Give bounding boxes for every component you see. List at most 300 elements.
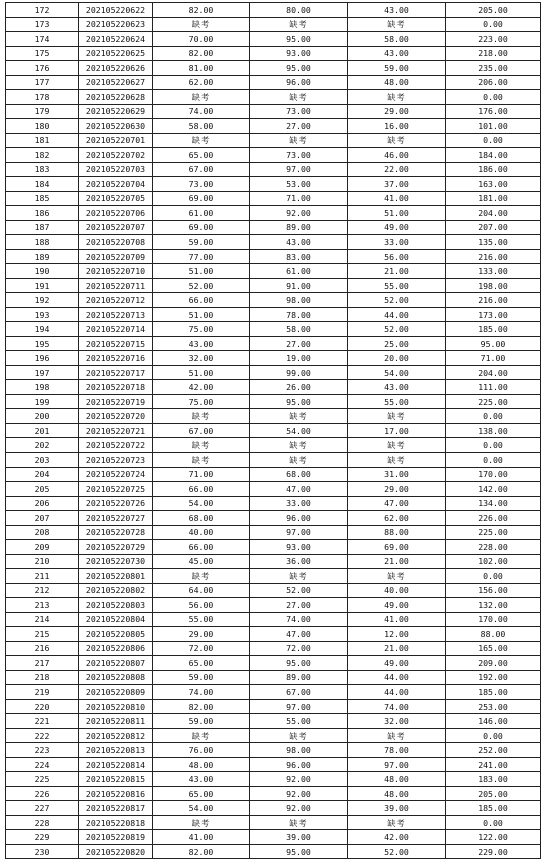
cell-total: 170.00 (446, 612, 541, 627)
cell-score-3: 32.00 (348, 714, 446, 729)
cell-seq: 212 (6, 583, 79, 598)
cell-score-3: 37.00 (348, 177, 446, 192)
cell-total: 0.00 (446, 438, 541, 453)
cell-exam-id: 202105220802 (79, 583, 153, 598)
cell-score-1: 41.00 (153, 830, 250, 845)
cell-exam-id: 202105220625 (79, 46, 153, 61)
cell-score-2: 68.00 (250, 467, 348, 482)
cell-score-2: 缺考 (250, 438, 348, 453)
table-row (6, 249, 541, 264)
cell-seq: 227 (6, 801, 79, 816)
table-row (6, 351, 541, 366)
cell-score-3: 33.00 (348, 235, 446, 250)
cell-score-3: 缺考 (348, 815, 446, 830)
cell-score-2: 98.00 (250, 743, 348, 758)
cell-score-2: 95.00 (250, 32, 348, 47)
table-row (6, 278, 541, 293)
cell-score-3: 55.00 (348, 394, 446, 409)
cell-exam-id: 202105220717 (79, 365, 153, 380)
cell-exam-id: 202105220718 (79, 380, 153, 395)
cell-score-3: 48.00 (348, 786, 446, 801)
cell-score-2: 缺考 (250, 409, 348, 424)
cell-score-2: 67.00 (250, 685, 348, 700)
cell-score-3: 31.00 (348, 467, 446, 482)
cell-score-3: 44.00 (348, 670, 446, 685)
cell-exam-id: 202105220623 (79, 17, 153, 32)
table-row (6, 162, 541, 177)
cell-exam-id: 202105220807 (79, 656, 153, 671)
cell-total: 204.00 (446, 206, 541, 221)
cell-seq: 182 (6, 148, 79, 163)
cell-seq: 176 (6, 61, 79, 76)
cell-score-2: 19.00 (250, 351, 348, 366)
table-row (6, 32, 541, 47)
table-row (6, 525, 541, 540)
cell-seq: 209 (6, 540, 79, 555)
cell-total: 253.00 (446, 699, 541, 714)
cell-exam-id: 202105220715 (79, 336, 153, 351)
cell-exam-id: 202105220804 (79, 612, 153, 627)
cell-score-3: 46.00 (348, 148, 446, 163)
table-row (6, 728, 541, 743)
cell-score-2: 52.00 (250, 583, 348, 598)
cell-score-3: 16.00 (348, 119, 446, 134)
cell-exam-id: 202105220719 (79, 394, 153, 409)
cell-seq: 198 (6, 380, 79, 395)
cell-total: 146.00 (446, 714, 541, 729)
cell-score-3: 41.00 (348, 612, 446, 627)
cell-seq: 187 (6, 220, 79, 235)
table-row (6, 452, 541, 467)
cell-exam-id: 202105220705 (79, 191, 153, 206)
cell-seq: 224 (6, 757, 79, 772)
table-row (6, 264, 541, 279)
cell-exam-id: 202105220722 (79, 438, 153, 453)
cell-total: 0.00 (446, 569, 541, 584)
cell-score-3: 缺考 (348, 452, 446, 467)
cell-score-3: 62.00 (348, 511, 446, 526)
table-row (6, 554, 541, 569)
cell-score-2: 71.00 (250, 191, 348, 206)
cell-total: 0.00 (446, 17, 541, 32)
table-row (6, 467, 541, 482)
cell-total: 0.00 (446, 133, 541, 148)
cell-score-3: 21.00 (348, 641, 446, 656)
cell-score-3: 20.00 (348, 351, 446, 366)
cell-score-3: 17.00 (348, 423, 446, 438)
cell-exam-id: 202105220624 (79, 32, 153, 47)
cell-exam-id: 202105220704 (79, 177, 153, 192)
cell-score-3: 52.00 (348, 322, 446, 337)
table-row (6, 394, 541, 409)
cell-total: 101.00 (446, 119, 541, 134)
cell-score-1: 82.00 (153, 3, 250, 18)
table-row (6, 583, 541, 598)
cell-exam-id: 202105220711 (79, 278, 153, 293)
table-row (6, 336, 541, 351)
table-row (6, 801, 541, 816)
cell-score-1: 66.00 (153, 293, 250, 308)
cell-seq: 175 (6, 46, 79, 61)
cell-total: 184.00 (446, 148, 541, 163)
cell-exam-id: 202105220819 (79, 830, 153, 845)
cell-score-3: 缺考 (348, 409, 446, 424)
cell-score-3: 29.00 (348, 482, 446, 497)
cell-total: 138.00 (446, 423, 541, 438)
cell-total: 235.00 (446, 61, 541, 76)
cell-seq: 193 (6, 307, 79, 322)
cell-exam-id: 202105220707 (79, 220, 153, 235)
cell-seq: 180 (6, 119, 79, 134)
cell-score-2: 36.00 (250, 554, 348, 569)
cell-total: 0.00 (446, 452, 541, 467)
cell-exam-id: 202105220710 (79, 264, 153, 279)
cell-score-2: 92.00 (250, 206, 348, 221)
cell-score-2: 98.00 (250, 293, 348, 308)
cell-score-1: 缺考 (153, 452, 250, 467)
table-row (6, 656, 541, 671)
cell-seq: 199 (6, 394, 79, 409)
cell-exam-id: 202105220730 (79, 554, 153, 569)
cell-score-2: 47.00 (250, 627, 348, 642)
cell-score-3: 缺考 (348, 90, 446, 105)
cell-seq: 214 (6, 612, 79, 627)
cell-exam-id: 202105220813 (79, 743, 153, 758)
cell-score-1: 74.00 (153, 104, 250, 119)
cell-seq: 181 (6, 133, 79, 148)
cell-score-3: 78.00 (348, 743, 446, 758)
cell-score-2: 47.00 (250, 482, 348, 497)
table-row (6, 235, 541, 250)
cell-total: 218.00 (446, 46, 541, 61)
cell-exam-id: 202105220812 (79, 728, 153, 743)
cell-score-1: 缺考 (153, 17, 250, 32)
cell-score-3: 88.00 (348, 525, 446, 540)
cell-total: 226.00 (446, 511, 541, 526)
cell-score-3: 97.00 (348, 757, 446, 772)
cell-score-2: 27.00 (250, 336, 348, 351)
cell-score-1: 82.00 (153, 46, 250, 61)
cell-seq: 188 (6, 235, 79, 250)
cell-seq: 208 (6, 525, 79, 540)
cell-seq: 205 (6, 482, 79, 497)
cell-score-2: 33.00 (250, 496, 348, 511)
cell-seq: 194 (6, 322, 79, 337)
cell-exam-id: 202105220713 (79, 307, 153, 322)
cell-seq: 202 (6, 438, 79, 453)
cell-seq: 172 (6, 3, 79, 18)
cell-seq: 200 (6, 409, 79, 424)
table-row (6, 133, 541, 148)
table-row (6, 772, 541, 787)
cell-seq: 223 (6, 743, 79, 758)
cell-score-1: 65.00 (153, 656, 250, 671)
cell-seq: 189 (6, 249, 79, 264)
cell-total: 186.00 (446, 162, 541, 177)
cell-score-3: 40.00 (348, 583, 446, 598)
cell-exam-id: 202105220809 (79, 685, 153, 700)
table-row (6, 75, 541, 90)
cell-total: 223.00 (446, 32, 541, 47)
cell-total: 185.00 (446, 322, 541, 337)
cell-exam-id: 202105220630 (79, 119, 153, 134)
cell-score-2: 95.00 (250, 656, 348, 671)
cell-score-2: 95.00 (250, 844, 348, 859)
cell-score-2: 93.00 (250, 540, 348, 555)
cell-score-2: 91.00 (250, 278, 348, 293)
cell-score-1: 缺考 (153, 815, 250, 830)
cell-total: 142.00 (446, 482, 541, 497)
cell-total: 0.00 (446, 728, 541, 743)
cell-score-3: 52.00 (348, 293, 446, 308)
cell-score-2: 缺考 (250, 90, 348, 105)
cell-total: 252.00 (446, 743, 541, 758)
cell-score-1: 55.00 (153, 612, 250, 627)
cell-seq: 225 (6, 772, 79, 787)
cell-total: 71.00 (446, 351, 541, 366)
cell-exam-id: 202105220725 (79, 482, 153, 497)
cell-score-3: 缺考 (348, 569, 446, 584)
cell-exam-id: 202105220709 (79, 249, 153, 264)
cell-score-3: 缺考 (348, 438, 446, 453)
cell-exam-id: 202105220728 (79, 525, 153, 540)
cell-seq: 218 (6, 670, 79, 685)
cell-seq: 204 (6, 467, 79, 482)
cell-score-3: 缺考 (348, 133, 446, 148)
cell-seq: 185 (6, 191, 79, 206)
cell-score-2: 96.00 (250, 75, 348, 90)
cell-score-3: 49.00 (348, 656, 446, 671)
table-row (6, 612, 541, 627)
cell-total: 206.00 (446, 75, 541, 90)
table-row (6, 104, 541, 119)
cell-score-2: 55.00 (250, 714, 348, 729)
cell-score-2: 92.00 (250, 786, 348, 801)
cell-total: 229.00 (446, 844, 541, 859)
cell-score-1: 59.00 (153, 714, 250, 729)
cell-exam-id: 202105220816 (79, 786, 153, 801)
cell-score-1: 69.00 (153, 191, 250, 206)
cell-score-1: 76.00 (153, 743, 250, 758)
cell-seq: 228 (6, 815, 79, 830)
table-row (6, 627, 541, 642)
score-table-body (6, 3, 541, 859)
cell-total: 241.00 (446, 757, 541, 772)
cell-total: 0.00 (446, 815, 541, 830)
cell-score-3: 49.00 (348, 598, 446, 613)
cell-total: 183.00 (446, 772, 541, 787)
cell-score-2: 74.00 (250, 612, 348, 627)
cell-total: 204.00 (446, 365, 541, 380)
cell-seq: 222 (6, 728, 79, 743)
cell-exam-id: 202105220815 (79, 772, 153, 787)
table-row (6, 191, 541, 206)
cell-total: 216.00 (446, 293, 541, 308)
cell-total: 163.00 (446, 177, 541, 192)
cell-total: 0.00 (446, 90, 541, 105)
cell-score-2: 73.00 (250, 148, 348, 163)
cell-score-3: 25.00 (348, 336, 446, 351)
cell-seq: 184 (6, 177, 79, 192)
table-row (6, 815, 541, 830)
table-row (6, 17, 541, 32)
cell-score-3: 49.00 (348, 220, 446, 235)
cell-score-1: 29.00 (153, 627, 250, 642)
table-row (6, 685, 541, 700)
table-row (6, 540, 541, 555)
cell-score-3: 缺考 (348, 17, 446, 32)
cell-score-2: 缺考 (250, 728, 348, 743)
cell-seq: 197 (6, 365, 79, 380)
cell-score-3: 74.00 (348, 699, 446, 714)
cell-seq: 229 (6, 830, 79, 845)
cell-score-1: 75.00 (153, 394, 250, 409)
cell-total: 207.00 (446, 220, 541, 235)
cell-exam-id: 202105220808 (79, 670, 153, 685)
cell-exam-id: 202105220703 (79, 162, 153, 177)
cell-seq: 220 (6, 699, 79, 714)
cell-score-3: 42.00 (348, 830, 446, 845)
cell-score-3: 12.00 (348, 627, 446, 642)
cell-score-3: 58.00 (348, 32, 446, 47)
cell-total: 132.00 (446, 598, 541, 613)
cell-exam-id: 202105220701 (79, 133, 153, 148)
cell-exam-id: 202105220626 (79, 61, 153, 76)
table-row (6, 61, 541, 76)
cell-score-1: 缺考 (153, 569, 250, 584)
table-row (6, 293, 541, 308)
cell-score-2: 39.00 (250, 830, 348, 845)
cell-total: 95.00 (446, 336, 541, 351)
cell-exam-id: 202105220708 (79, 235, 153, 250)
cell-total: 88.00 (446, 627, 541, 642)
cell-score-3: 48.00 (348, 75, 446, 90)
cell-score-3: 55.00 (348, 278, 446, 293)
cell-score-3: 54.00 (348, 365, 446, 380)
cell-score-1: 缺考 (153, 728, 250, 743)
cell-seq: 207 (6, 511, 79, 526)
cell-score-2: 92.00 (250, 772, 348, 787)
table-row (6, 830, 541, 845)
cell-score-2: 61.00 (250, 264, 348, 279)
cell-seq: 210 (6, 554, 79, 569)
cell-total: 185.00 (446, 685, 541, 700)
score-table (5, 2, 541, 859)
cell-score-2: 27.00 (250, 598, 348, 613)
cell-score-1: 67.00 (153, 423, 250, 438)
table-row (6, 496, 541, 511)
cell-score-1: 67.00 (153, 162, 250, 177)
cell-score-3: 43.00 (348, 3, 446, 18)
cell-score-1: 73.00 (153, 177, 250, 192)
cell-score-1: 缺考 (153, 90, 250, 105)
cell-total: 135.00 (446, 235, 541, 250)
cell-exam-id: 202105220716 (79, 351, 153, 366)
cell-score-3: 44.00 (348, 307, 446, 322)
cell-score-2: 80.00 (250, 3, 348, 18)
table-row (6, 365, 541, 380)
cell-exam-id: 202105220720 (79, 409, 153, 424)
cell-score-2: 97.00 (250, 162, 348, 177)
table-row (6, 119, 541, 134)
cell-score-2: 26.00 (250, 380, 348, 395)
cell-total: 205.00 (446, 3, 541, 18)
cell-seq: 219 (6, 685, 79, 700)
cell-seq: 203 (6, 452, 79, 467)
cell-score-2: 93.00 (250, 46, 348, 61)
cell-score-2: 58.00 (250, 322, 348, 337)
cell-exam-id: 202105220628 (79, 90, 153, 105)
cell-score-3: 29.00 (348, 104, 446, 119)
cell-seq: 186 (6, 206, 79, 221)
cell-score-2: 97.00 (250, 699, 348, 714)
table-row (6, 90, 541, 105)
cell-score-3: 47.00 (348, 496, 446, 511)
cell-score-1: 56.00 (153, 598, 250, 613)
cell-total: 111.00 (446, 380, 541, 395)
cell-score-1: 52.00 (153, 278, 250, 293)
cell-seq: 226 (6, 786, 79, 801)
cell-seq: 216 (6, 641, 79, 656)
cell-exam-id: 202105220629 (79, 104, 153, 119)
cell-seq: 211 (6, 569, 79, 584)
cell-total: 205.00 (446, 786, 541, 801)
cell-score-2: 96.00 (250, 511, 348, 526)
cell-score-1: 缺考 (153, 409, 250, 424)
cell-score-2: 缺考 (250, 17, 348, 32)
table-row (6, 757, 541, 772)
table-row (6, 307, 541, 322)
cell-exam-id: 202105220714 (79, 322, 153, 337)
cell-score-2: 83.00 (250, 249, 348, 264)
cell-score-1: 65.00 (153, 148, 250, 163)
cell-score-1: 77.00 (153, 249, 250, 264)
cell-score-1: 64.00 (153, 583, 250, 598)
table-row (6, 511, 541, 526)
cell-total: 185.00 (446, 801, 541, 816)
cell-exam-id: 202105220805 (79, 627, 153, 642)
table-row (6, 220, 541, 235)
cell-score-1: 51.00 (153, 307, 250, 322)
cell-exam-id: 202105220723 (79, 452, 153, 467)
cell-exam-id: 202105220810 (79, 699, 153, 714)
cell-score-2: 96.00 (250, 757, 348, 772)
cell-score-1: 66.00 (153, 540, 250, 555)
cell-exam-id: 202105220806 (79, 641, 153, 656)
cell-exam-id: 202105220727 (79, 511, 153, 526)
cell-seq: 196 (6, 351, 79, 366)
cell-score-2: 53.00 (250, 177, 348, 192)
table-row (6, 380, 541, 395)
cell-score-2: 92.00 (250, 801, 348, 816)
cell-exam-id: 202105220702 (79, 148, 153, 163)
cell-score-1: 缺考 (153, 438, 250, 453)
cell-score-3: 43.00 (348, 46, 446, 61)
cell-total: 156.00 (446, 583, 541, 598)
cell-score-1: 61.00 (153, 206, 250, 221)
cell-exam-id: 202105220726 (79, 496, 153, 511)
table-row (6, 409, 541, 424)
cell-total: 198.00 (446, 278, 541, 293)
cell-score-1: 66.00 (153, 482, 250, 497)
cell-exam-id: 202105220729 (79, 540, 153, 555)
cell-score-1: 58.00 (153, 119, 250, 134)
table-row (6, 177, 541, 192)
cell-score-1: 82.00 (153, 844, 250, 859)
cell-score-1: 42.00 (153, 380, 250, 395)
cell-score-1: 74.00 (153, 685, 250, 700)
cell-score-1: 43.00 (153, 772, 250, 787)
